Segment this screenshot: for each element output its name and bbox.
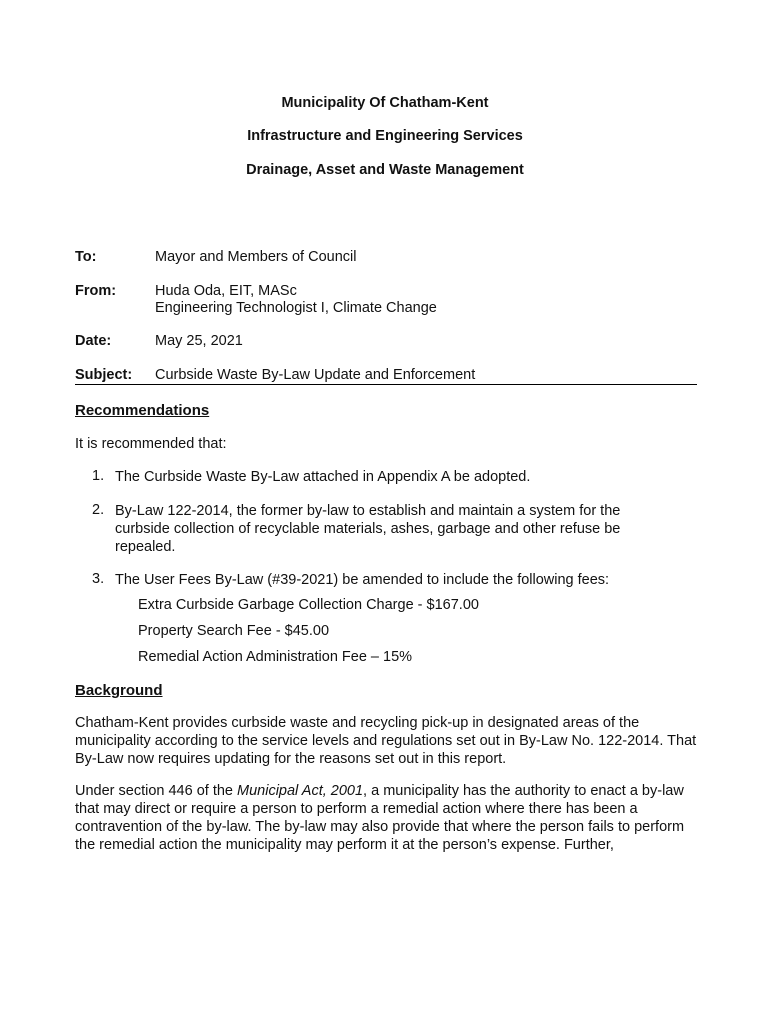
list-item: By-Law 122-2014, the former by-law to establish and maintain a system for the curbside collection of recyclable materials, ashes, garbage and other refuse be repealed. — [115, 503, 621, 555]
background-paragraph-2 — [75, 782, 697, 854]
header-municipality: Municipality Of Chatham-Kent — [281, 95, 489, 111]
background-paragraph-1: Chatham-Kent provides curbside waste and recycling pick-up in designated areas of the municipality according to the service levels and regulations set out in By-Law No. 122-2014. That By-Law now requires updating for the reasons set out in this report. — [75, 715, 697, 767]
memo-subject-label: Subject: — [75, 367, 133, 383]
background-heading: Background — [75, 682, 163, 699]
recommendations-intro: It is recommended that: — [75, 436, 227, 452]
list-item: The User Fees By-Law (#39-2021) be amended to include the following fees: — [115, 572, 610, 588]
fee-item: Extra Curbside Garbage Collection Charge - $167.00 — [138, 597, 479, 613]
header-department: Infrastructure and Engineering Services — [247, 128, 523, 144]
list-item-number: 2. — [92, 502, 105, 518]
memo-subject-value: Curbside Waste By-Law Update and Enforcement — [155, 367, 476, 383]
fee-item: Property Search Fee - $45.00 — [138, 623, 330, 639]
header-division: Drainage, Asset and Waste Management — [246, 162, 524, 178]
memo-from-label: From: — [75, 283, 117, 299]
memo-to-label: To: — [75, 249, 97, 265]
recommendations-heading: Recommendations — [75, 402, 210, 419]
subject-divider — [75, 384, 697, 385]
memo-from-name: Huda Oda, EIT, MASc — [155, 283, 297, 299]
list-item-number: 1. — [92, 468, 105, 484]
paragraph-text: Under section 446 of the — [75, 783, 238, 799]
fee-item: Remedial Action Administration Fee – 15% — [138, 649, 413, 665]
memo-to-value: Mayor and Members of Council — [155, 249, 357, 265]
paragraph-text: , a municipality has the authority to enact a by-law that may direct or require a person to perform a remedial action where there has been a contravention of the by-law. The by-law may also provide that where the person fails to perform the remedial action the municipality may perform it at the person’s expense. Further, — [75, 783, 685, 853]
list-item: The Curbside Waste By-Law attached in Appendix A be adopted. — [115, 469, 531, 485]
statute-title: Municipal Act, 2001 — [237, 783, 364, 799]
memo-from-title: Engineering Technologist I, Climate Change — [155, 300, 437, 316]
memo-date-value: May 25, 2021 — [155, 333, 243, 349]
memo-date-label: Date: — [75, 333, 112, 349]
list-item-number: 3. — [92, 571, 105, 587]
